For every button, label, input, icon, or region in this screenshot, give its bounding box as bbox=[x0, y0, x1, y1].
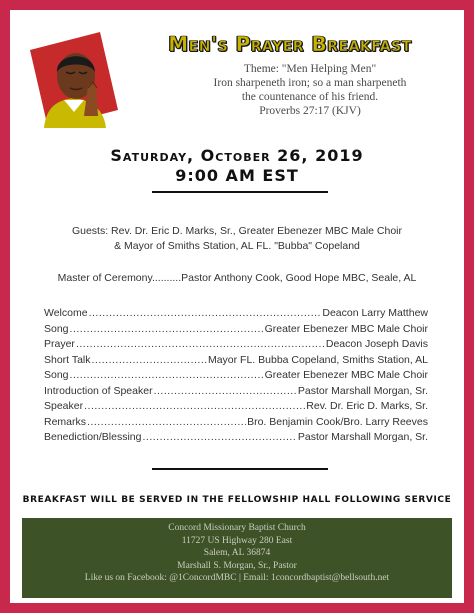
mc-label: Master of Ceremony.......... bbox=[57, 272, 182, 284]
theme-block bbox=[160, 62, 460, 118]
date-time-block bbox=[10, 146, 464, 186]
verse-reference: Proverbs 27:17 (KJV) bbox=[259, 105, 361, 117]
verse-line-1: Iron sharpeneth iron; so a man sharpeneth bbox=[213, 77, 407, 89]
leader-dots bbox=[89, 306, 322, 319]
praying-man-illustration bbox=[26, 28, 122, 132]
church-name: Concord Missionary Baptist Church bbox=[168, 523, 306, 533]
contact-prefix: Like us on Facebook: bbox=[84, 573, 170, 583]
program-person: Pastor Marshall Morgan, Sr. bbox=[297, 431, 428, 443]
divider-bottom bbox=[152, 468, 328, 470]
mc-value: Pastor Anthony Cook, Good Hope MBC, Seale, AL bbox=[181, 272, 417, 284]
guests-block bbox=[10, 224, 464, 254]
program-person: Greater Ebenezer MBC Male Choir bbox=[264, 322, 428, 335]
leader-dots bbox=[84, 399, 305, 412]
program-person: Deacon Joseph Davis bbox=[325, 338, 428, 350]
guests-line-2: & Mayor of Smiths Station, AL FL. "Bubba" Copeland bbox=[114, 240, 360, 252]
church-city: Salem, AL 36874 bbox=[203, 548, 271, 558]
program-item: Song bbox=[44, 322, 69, 335]
program-row bbox=[44, 430, 428, 446]
program-person: Deacon Larry Matthew bbox=[322, 307, 428, 319]
email-link[interactable]: 1concordbaptist@bellsouth.net bbox=[270, 573, 390, 583]
program-person: Mayor FL. Bubba Copeland, Smiths Station, AL bbox=[207, 353, 428, 366]
leader-dots bbox=[76, 337, 325, 350]
program-row bbox=[44, 384, 428, 400]
program-row bbox=[44, 353, 428, 369]
church-street: 11727 US Highway 280 East bbox=[181, 535, 293, 546]
program-person: Greater Ebenezer MBC Male Choir bbox=[264, 369, 428, 381]
divider-top bbox=[152, 191, 328, 193]
event-time: 9:00 AM EST bbox=[175, 166, 299, 185]
program-row bbox=[44, 415, 428, 431]
contact-separator: | Email: bbox=[236, 573, 271, 583]
program-person: Rev. Dr. Eric D. Marks, Sr. bbox=[306, 400, 428, 412]
event-date: Saturday, October 26, 2019 bbox=[110, 146, 364, 165]
theme-line: Theme: "Men Helping Men" bbox=[243, 63, 377, 75]
program-item: Benediction/Blessing bbox=[44, 431, 142, 443]
program-item: Speaker bbox=[44, 400, 84, 412]
program-item: Introduction of Speaker bbox=[44, 384, 153, 397]
master-of-ceremony bbox=[10, 272, 464, 284]
breakfast-notice: BREAKFAST WILL BE SERVED IN THE FELLOWSHIP HALL FOLLOWING SERVICE bbox=[22, 495, 452, 505]
leader-dots bbox=[142, 430, 296, 443]
program-item: Welcome bbox=[44, 307, 88, 319]
program-row bbox=[44, 368, 428, 384]
program-item: Remarks bbox=[44, 415, 87, 428]
program-person: Pastor Marshall Morgan, Sr. bbox=[297, 384, 428, 397]
verse-line-2: the countenance of his friend. bbox=[241, 91, 379, 103]
program-row bbox=[44, 399, 428, 415]
facebook-link[interactable]: @1ConcordMBC bbox=[169, 573, 237, 583]
program-row bbox=[44, 337, 428, 353]
leader-dots bbox=[154, 384, 297, 397]
church-pastor: Marshall S. Morgan, Sr., Pastor bbox=[177, 560, 297, 571]
leader-dots bbox=[92, 353, 207, 366]
event-title: Men's Prayer Breakfast bbox=[168, 32, 412, 56]
church-footer bbox=[22, 518, 452, 598]
contact-line bbox=[22, 572, 452, 585]
leader-dots bbox=[70, 322, 264, 335]
guests-line-1: Guests: Rev. Dr. Eric D. Marks, Sr., Greater Ebenezer MBC Male Choir bbox=[71, 225, 403, 237]
program-item: Song bbox=[44, 369, 69, 381]
program-person: Bro. Benjamin Cook/Bro. Larry Reeves bbox=[247, 415, 428, 428]
program-row bbox=[44, 322, 428, 338]
leader-dots bbox=[70, 368, 264, 381]
program-row bbox=[44, 306, 428, 322]
program-item: Prayer bbox=[44, 338, 75, 350]
leader-dots bbox=[87, 415, 246, 428]
program-list bbox=[44, 306, 428, 446]
program-item: Short Talk bbox=[44, 353, 91, 366]
